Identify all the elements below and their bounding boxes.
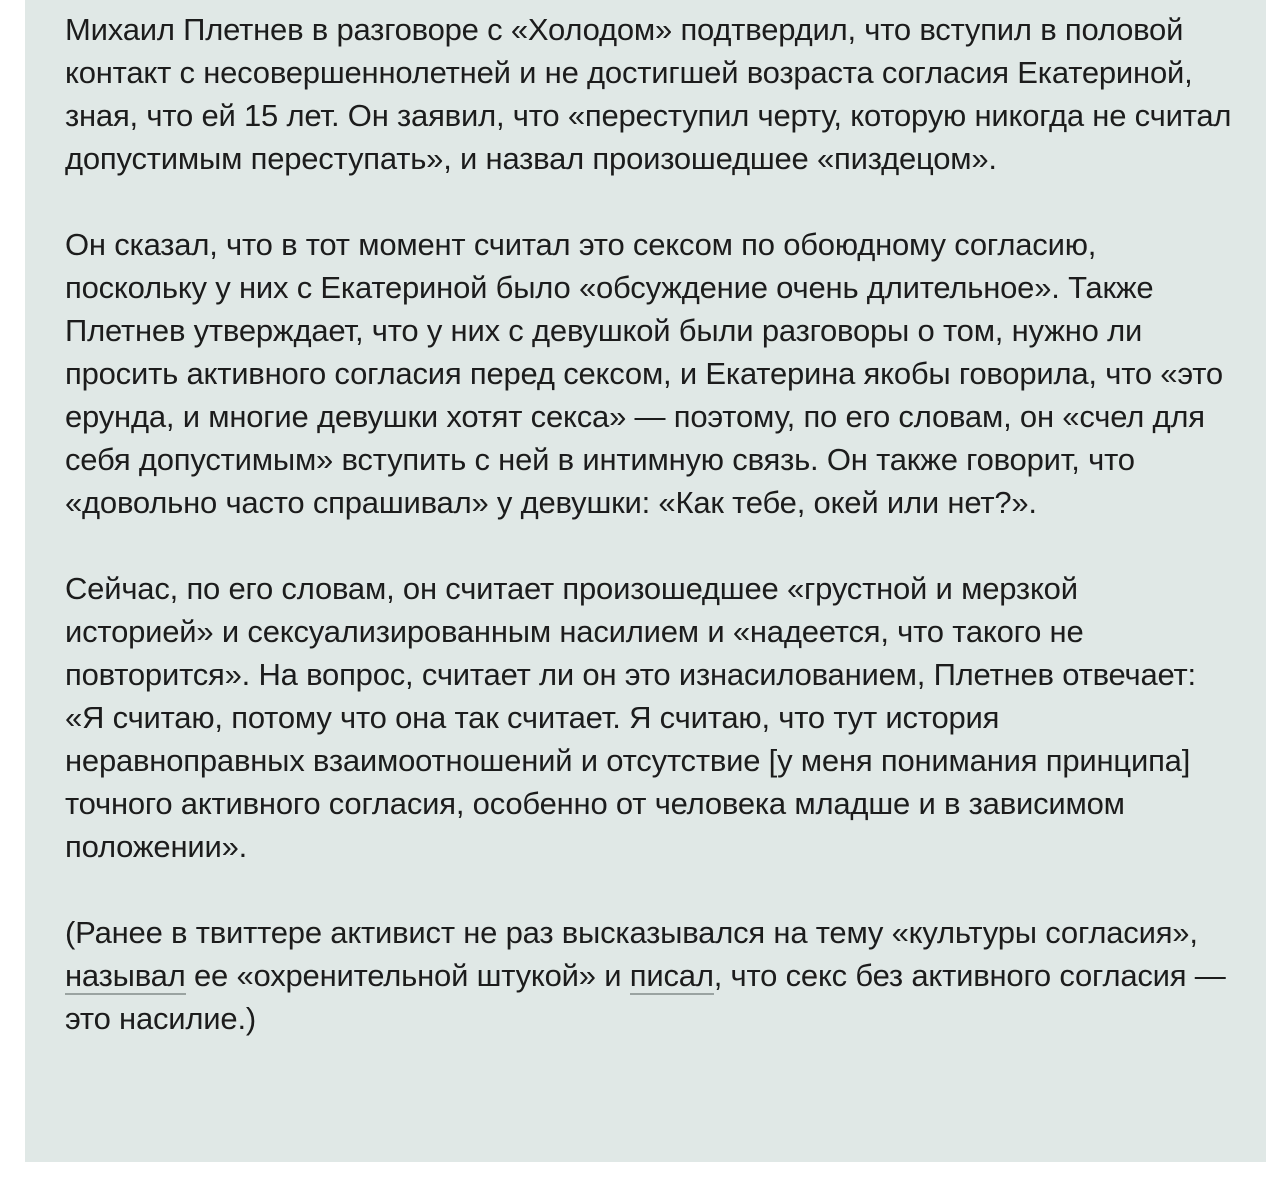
- paragraph-4-text-2: ее «охренительной штукой» и: [185, 958, 630, 993]
- paragraph-4-text-1: (Ранее в твиттере активист не раз высказывался на тему «культуры согласия»,: [65, 915, 1198, 950]
- paragraph-1: Михаил Плетнев в разговоре с «Холодом» подтвердил, что вступил в половой контакт с несовершеннолетней и не достигшей возраста согласия Екатериной, зная, что ей 15 лет. Он заявил, что «переступил черту, которую никогда не считал допустимым переступать», и назвал произошедшее «пиздецом».: [65, 12, 1232, 176]
- paragraph-2: Он сказал, что в тот момент считал это сексом по обоюдному согласию, поскольку у них с Екатериной было «обсуждение очень длительное». Также Плетнев утверждает, что у них с девушкой были разговоры о том, нужно ли просить активного согласия перед сексом, и Екатерина якобы говорила, что «это ерунда, и многие девушки хотят секса» — поэтому, по его словам, он «счел для себя допустимым» вступить с ней в интимную связь. Он также говорит, что «довольно часто спрашивал» у девушки: «Как тебе, окей или нет?».: [65, 227, 1223, 520]
- link-nazyval[interactable]: называл: [65, 958, 186, 993]
- paragraph-4: [65, 911, 1232, 1040]
- article-quote-block: [25, 0, 1266, 1162]
- paragraph-3: Сейчас, по его словам, он считает произошедшее «грустной и мерзкой историей» и сексуализированным насилием и «надеется, что такого не повторится». На вопрос, считает ли он это изнасилованием, Плетнев отвечает: «Я считаю, потому что она так считает. Я считаю, что тут история неравноправных взаимоотношений и отсутствие [у меня понимания принципа] точного активного согласия, особенно от человека младше и в зависимом положении».: [65, 571, 1196, 864]
- paragraph-4-text-3: , что секс без активного согласия — это насилие.): [65, 958, 1226, 1036]
- link-pisal[interactable]: писал: [629, 958, 714, 993]
